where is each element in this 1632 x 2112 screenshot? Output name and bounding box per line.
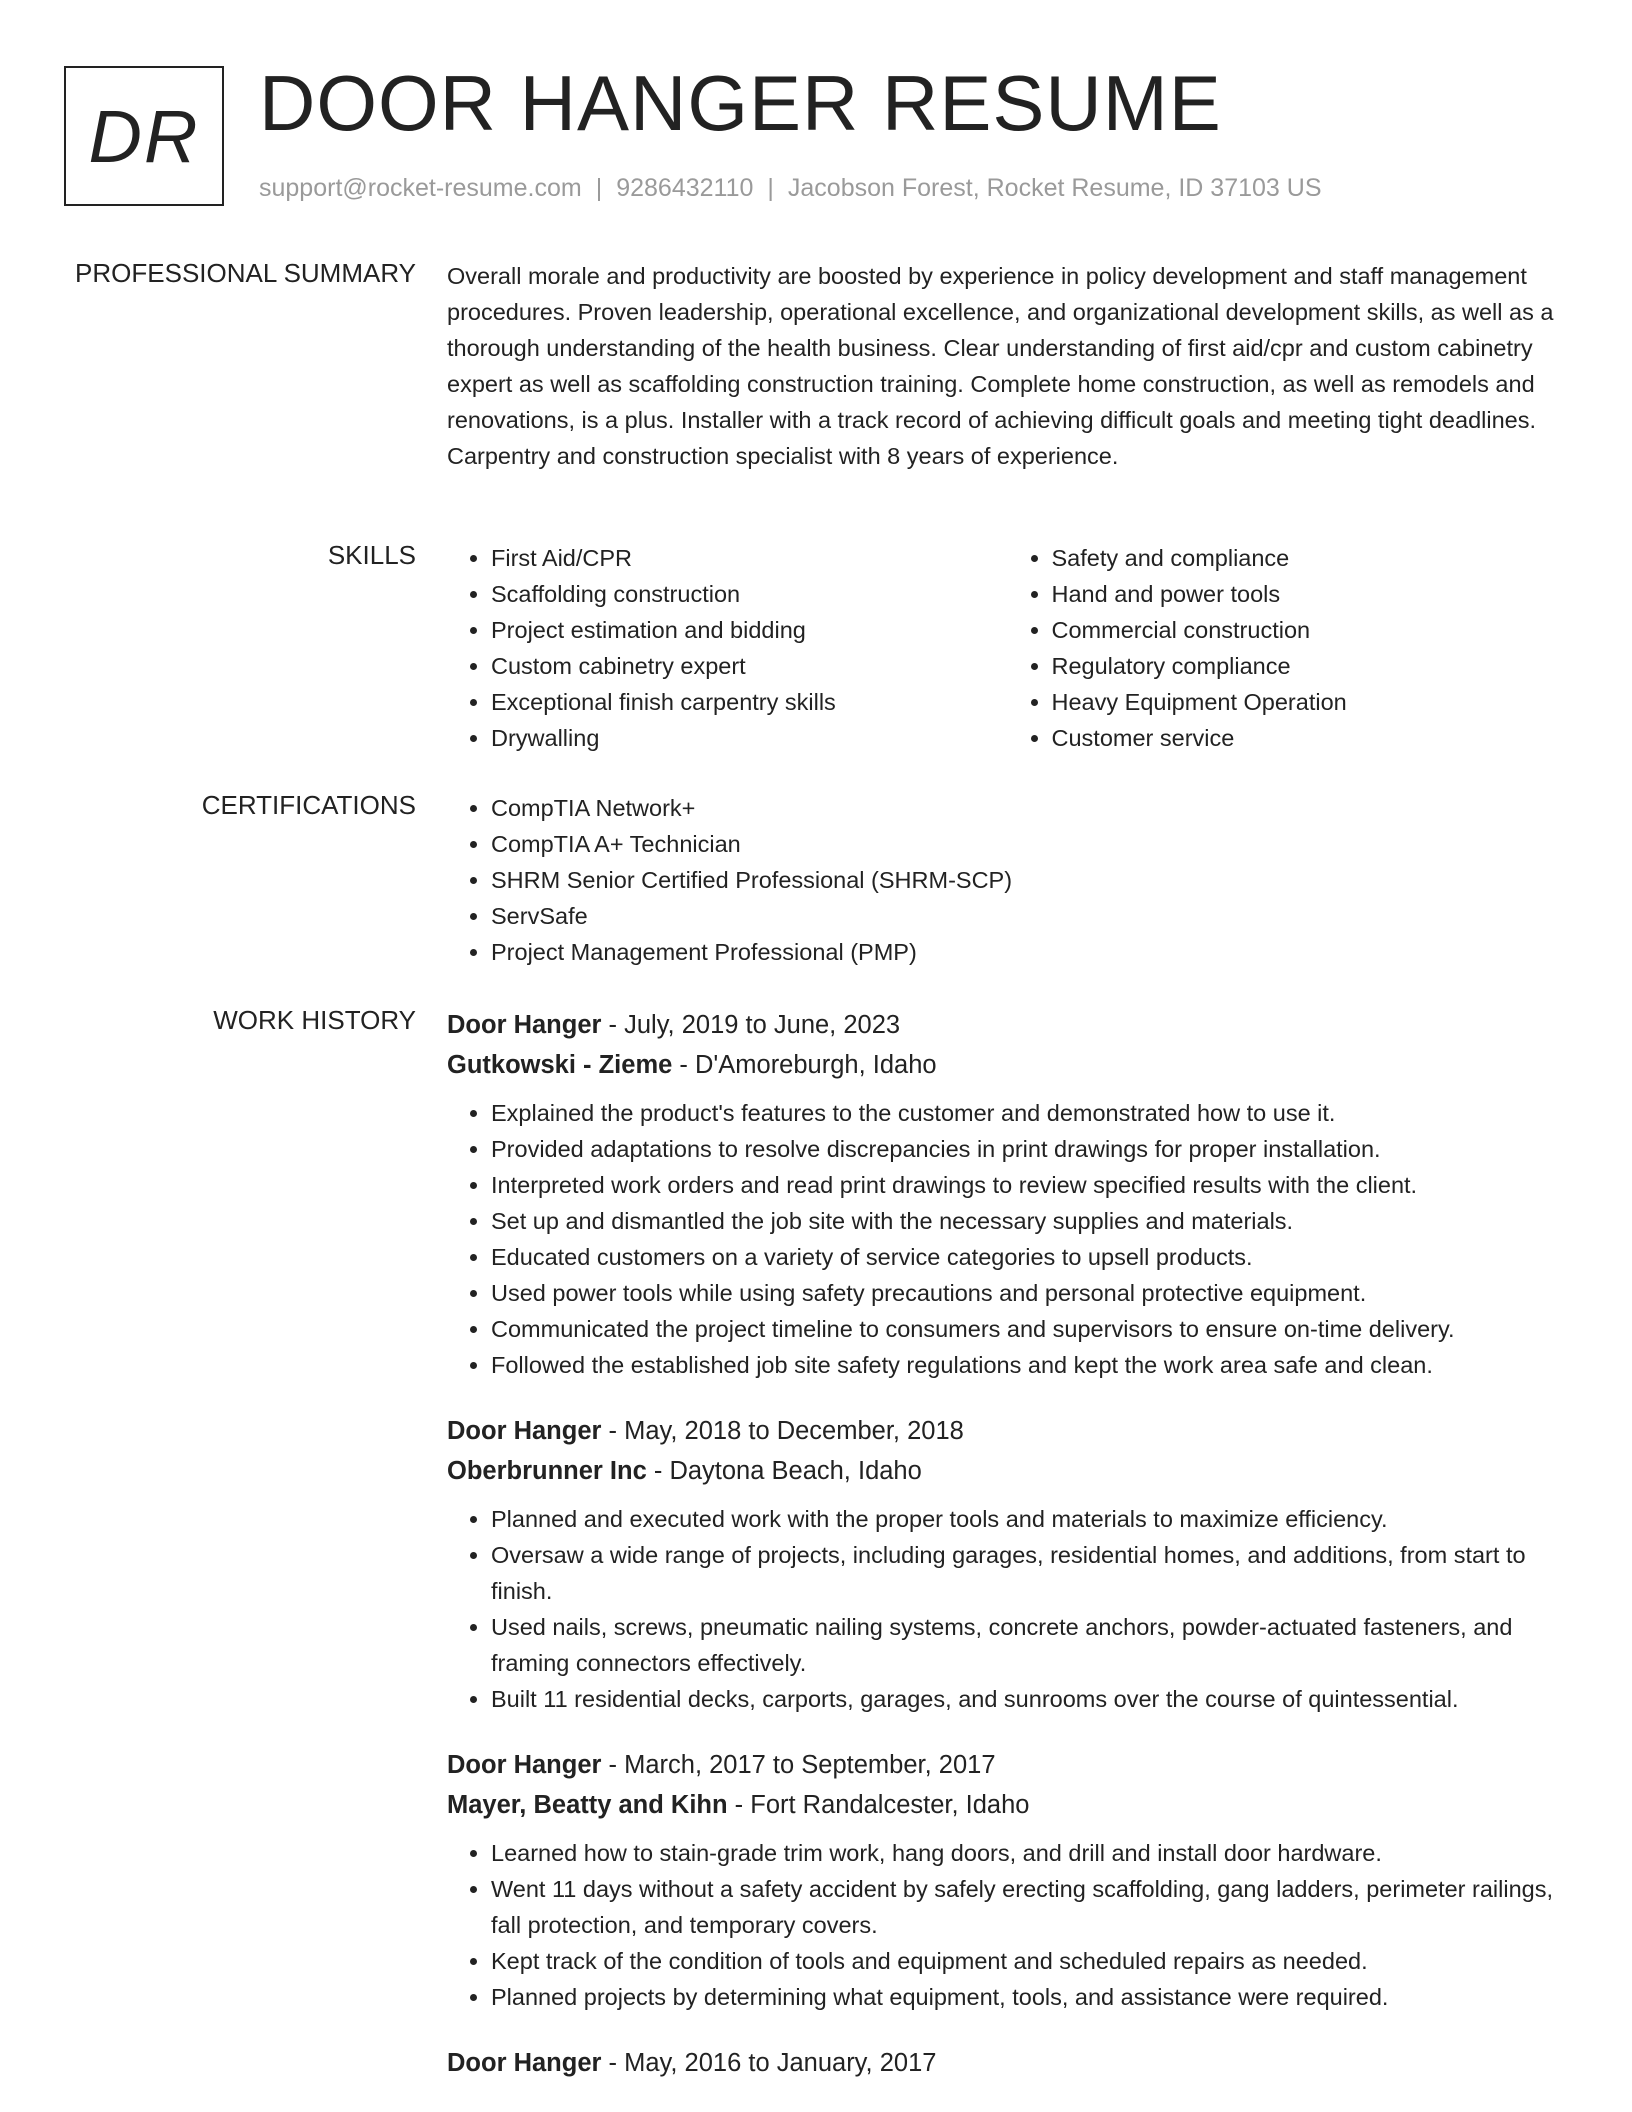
job-entry — [447, 1745, 1568, 2015]
certification-item: • SHRM Senior Certified Professional (SHRM-SCP) — [491, 862, 1568, 898]
job-duty: • Learned how to stain-grade trim work, hang doors, and drill and install door hardware. — [491, 1835, 1568, 1871]
certification-item: • CompTIA A+ Technician — [491, 826, 1568, 862]
job-dates: - July, 2019 to June, 2023 — [601, 1011, 901, 1039]
job-duty: • Oversaw a wide range of projects, including garages, residential homes, and additions, from start to finish. — [491, 1537, 1568, 1609]
skill-item: • Safety and compliance — [1052, 540, 1569, 576]
contact-address: Jacobson Forest, Rocket Resume, ID 37103 US — [787, 174, 1322, 202]
contact-phone[interactable]: 9286432110 — [616, 174, 754, 202]
job-company-line — [447, 1045, 1568, 1085]
job-title-line — [447, 1745, 1568, 1785]
summary-text: Overall morale and productivity are boosted by experience in policy development and staff management procedures. Proven leadership, operational excellence, and organizational development skills, as well as a thorough understanding of the health business. Clear understanding of first aid/cpr and custom cabinetry expert as well as scaffolding construction training. Complete home construction, as well as remodels and renovations, is a plus. Installer with a track record of achieving difficult goals and meeting tight deadlines. Carpentry and construction specialist with 8 years of experience. — [447, 263, 1554, 469]
job-title: Door Hanger — [447, 1011, 602, 1039]
skill-item: • Scaffolding construction — [491, 576, 1008, 612]
certifications-list — [447, 790, 1568, 970]
skill-item: • Drywalling — [491, 720, 1008, 756]
job-title-line — [447, 1005, 1568, 1045]
job-duties — [447, 1501, 1568, 1717]
job-company: Oberbrunner Inc — [447, 1457, 647, 1485]
job-title-line — [447, 1411, 1568, 1451]
job-duty: • Went 11 days without a safety accident by safely erecting scaffolding, gang ladders, perimeter railings, fall protection, and temporary covers. — [491, 1871, 1568, 1943]
job-duty: • Provided adaptations to resolve discrepancies in print drawings for proper installation. — [491, 1131, 1568, 1167]
job-location: - D'Amoreburgh, Idaho — [672, 1051, 937, 1079]
monogram-badge: DR — [64, 66, 224, 206]
job-title-line — [447, 2043, 1568, 2083]
certification-item: • ServSafe — [491, 898, 1568, 934]
contact-separator: | — [595, 174, 603, 202]
skill-item: • Project estimation and bidding — [491, 612, 1008, 648]
job-location: - Fort Randalcester, Idaho — [727, 1791, 1030, 1819]
skill-item: • Exceptional finish carpentry skills — [491, 684, 1008, 720]
job-duty: • Explained the product's features to the customer and demonstrated how to use it. — [491, 1095, 1568, 1131]
job-duty: • Planned and executed work with the proper tools and materials to maximize efficiency. — [491, 1501, 1568, 1537]
job-duties — [447, 1095, 1568, 1383]
job-location: - Daytona Beach, Idaho — [646, 1457, 922, 1485]
resume-title: DOOR HANGER RESUME — [259, 59, 1222, 147]
resume-header — [64, 59, 1568, 208]
section-label: CERTIFICATIONS — [201, 790, 416, 820]
job-duty: • Interpreted work orders and read print drawings to review specified results with the client. — [491, 1167, 1568, 1203]
job-entry — [447, 1411, 1568, 1717]
job-title: Door Hanger — [447, 2049, 602, 2077]
job-duty: • Used nails, screws, pneumatic nailing systems, concrete anchors, powder-actuated fasteners, and framing connectors effectively. — [491, 1609, 1568, 1681]
job-duty: • Kept track of the condition of tools and equipment and scheduled repairs as needed. — [491, 1943, 1568, 1979]
skill-item: • Commercial construction — [1052, 612, 1569, 648]
section-label: WORK HISTORY — [213, 1005, 416, 1035]
job-duty: • Communicated the project timeline to consumers and supervisors to ensure on-time delivery. — [491, 1311, 1568, 1347]
skill-item: • First Aid/CPR — [491, 540, 1008, 576]
section-label: PROFESSIONAL SUMMARY — [75, 258, 416, 288]
job-duty: • Used power tools while using safety precautions and personal protective equipment. — [491, 1275, 1568, 1311]
job-duties — [447, 1835, 1568, 2015]
job-company: Gutkowski - Zieme — [447, 1051, 673, 1079]
section-label: SKILLS — [327, 540, 416, 570]
skill-item: • Regulatory compliance — [1052, 648, 1569, 684]
certification-item: • CompTIA Network+ — [491, 790, 1568, 826]
skill-item: • Heavy Equipment Operation — [1052, 684, 1569, 720]
job-title: Door Hanger — [447, 1751, 602, 1779]
skills-list-left — [447, 540, 1008, 756]
skill-item: • Custom cabinetry expert — [491, 648, 1008, 684]
job-dates: - March, 2017 to September, 2017 — [601, 1751, 996, 1779]
job-duty: • Planned projects by determining what equipment, tools, and assistance were required. — [491, 1979, 1568, 2015]
job-duty: • Educated customers on a variety of service categories to upsell products. — [491, 1239, 1568, 1275]
job-company-line — [447, 1785, 1568, 1825]
job-entry — [447, 2043, 1568, 2083]
job-title: Door Hanger — [447, 1417, 602, 1445]
skill-item: • Customer service — [1052, 720, 1569, 756]
contact-email[interactable]: support@rocket-resume.com — [259, 174, 582, 202]
contact-line — [259, 174, 1322, 203]
job-company-line — [447, 1451, 1568, 1491]
job-entry — [447, 1005, 1568, 1383]
job-duty: • Followed the established job site safety regulations and kept the work area safe and clean. — [491, 1347, 1568, 1383]
job-company: Mayer, Beatty and Kihn — [447, 1791, 728, 1819]
job-duty: • Built 11 residential decks, carports, garages, and sunrooms over the course of quintessential. — [491, 1681, 1568, 1717]
contact-separator: | — [767, 174, 774, 202]
job-dates: - May, 2016 to January, 2017 — [601, 2049, 937, 2077]
skill-item: • Hand and power tools — [1052, 576, 1569, 612]
job-duty: • Set up and dismantled the job site with the necessary supplies and materials. — [491, 1203, 1568, 1239]
job-dates: - May, 2018 to December, 2018 — [601, 1417, 964, 1445]
skills-list-right — [1008, 540, 1569, 756]
certification-item: • Project Management Professional (PMP) — [491, 934, 1568, 970]
